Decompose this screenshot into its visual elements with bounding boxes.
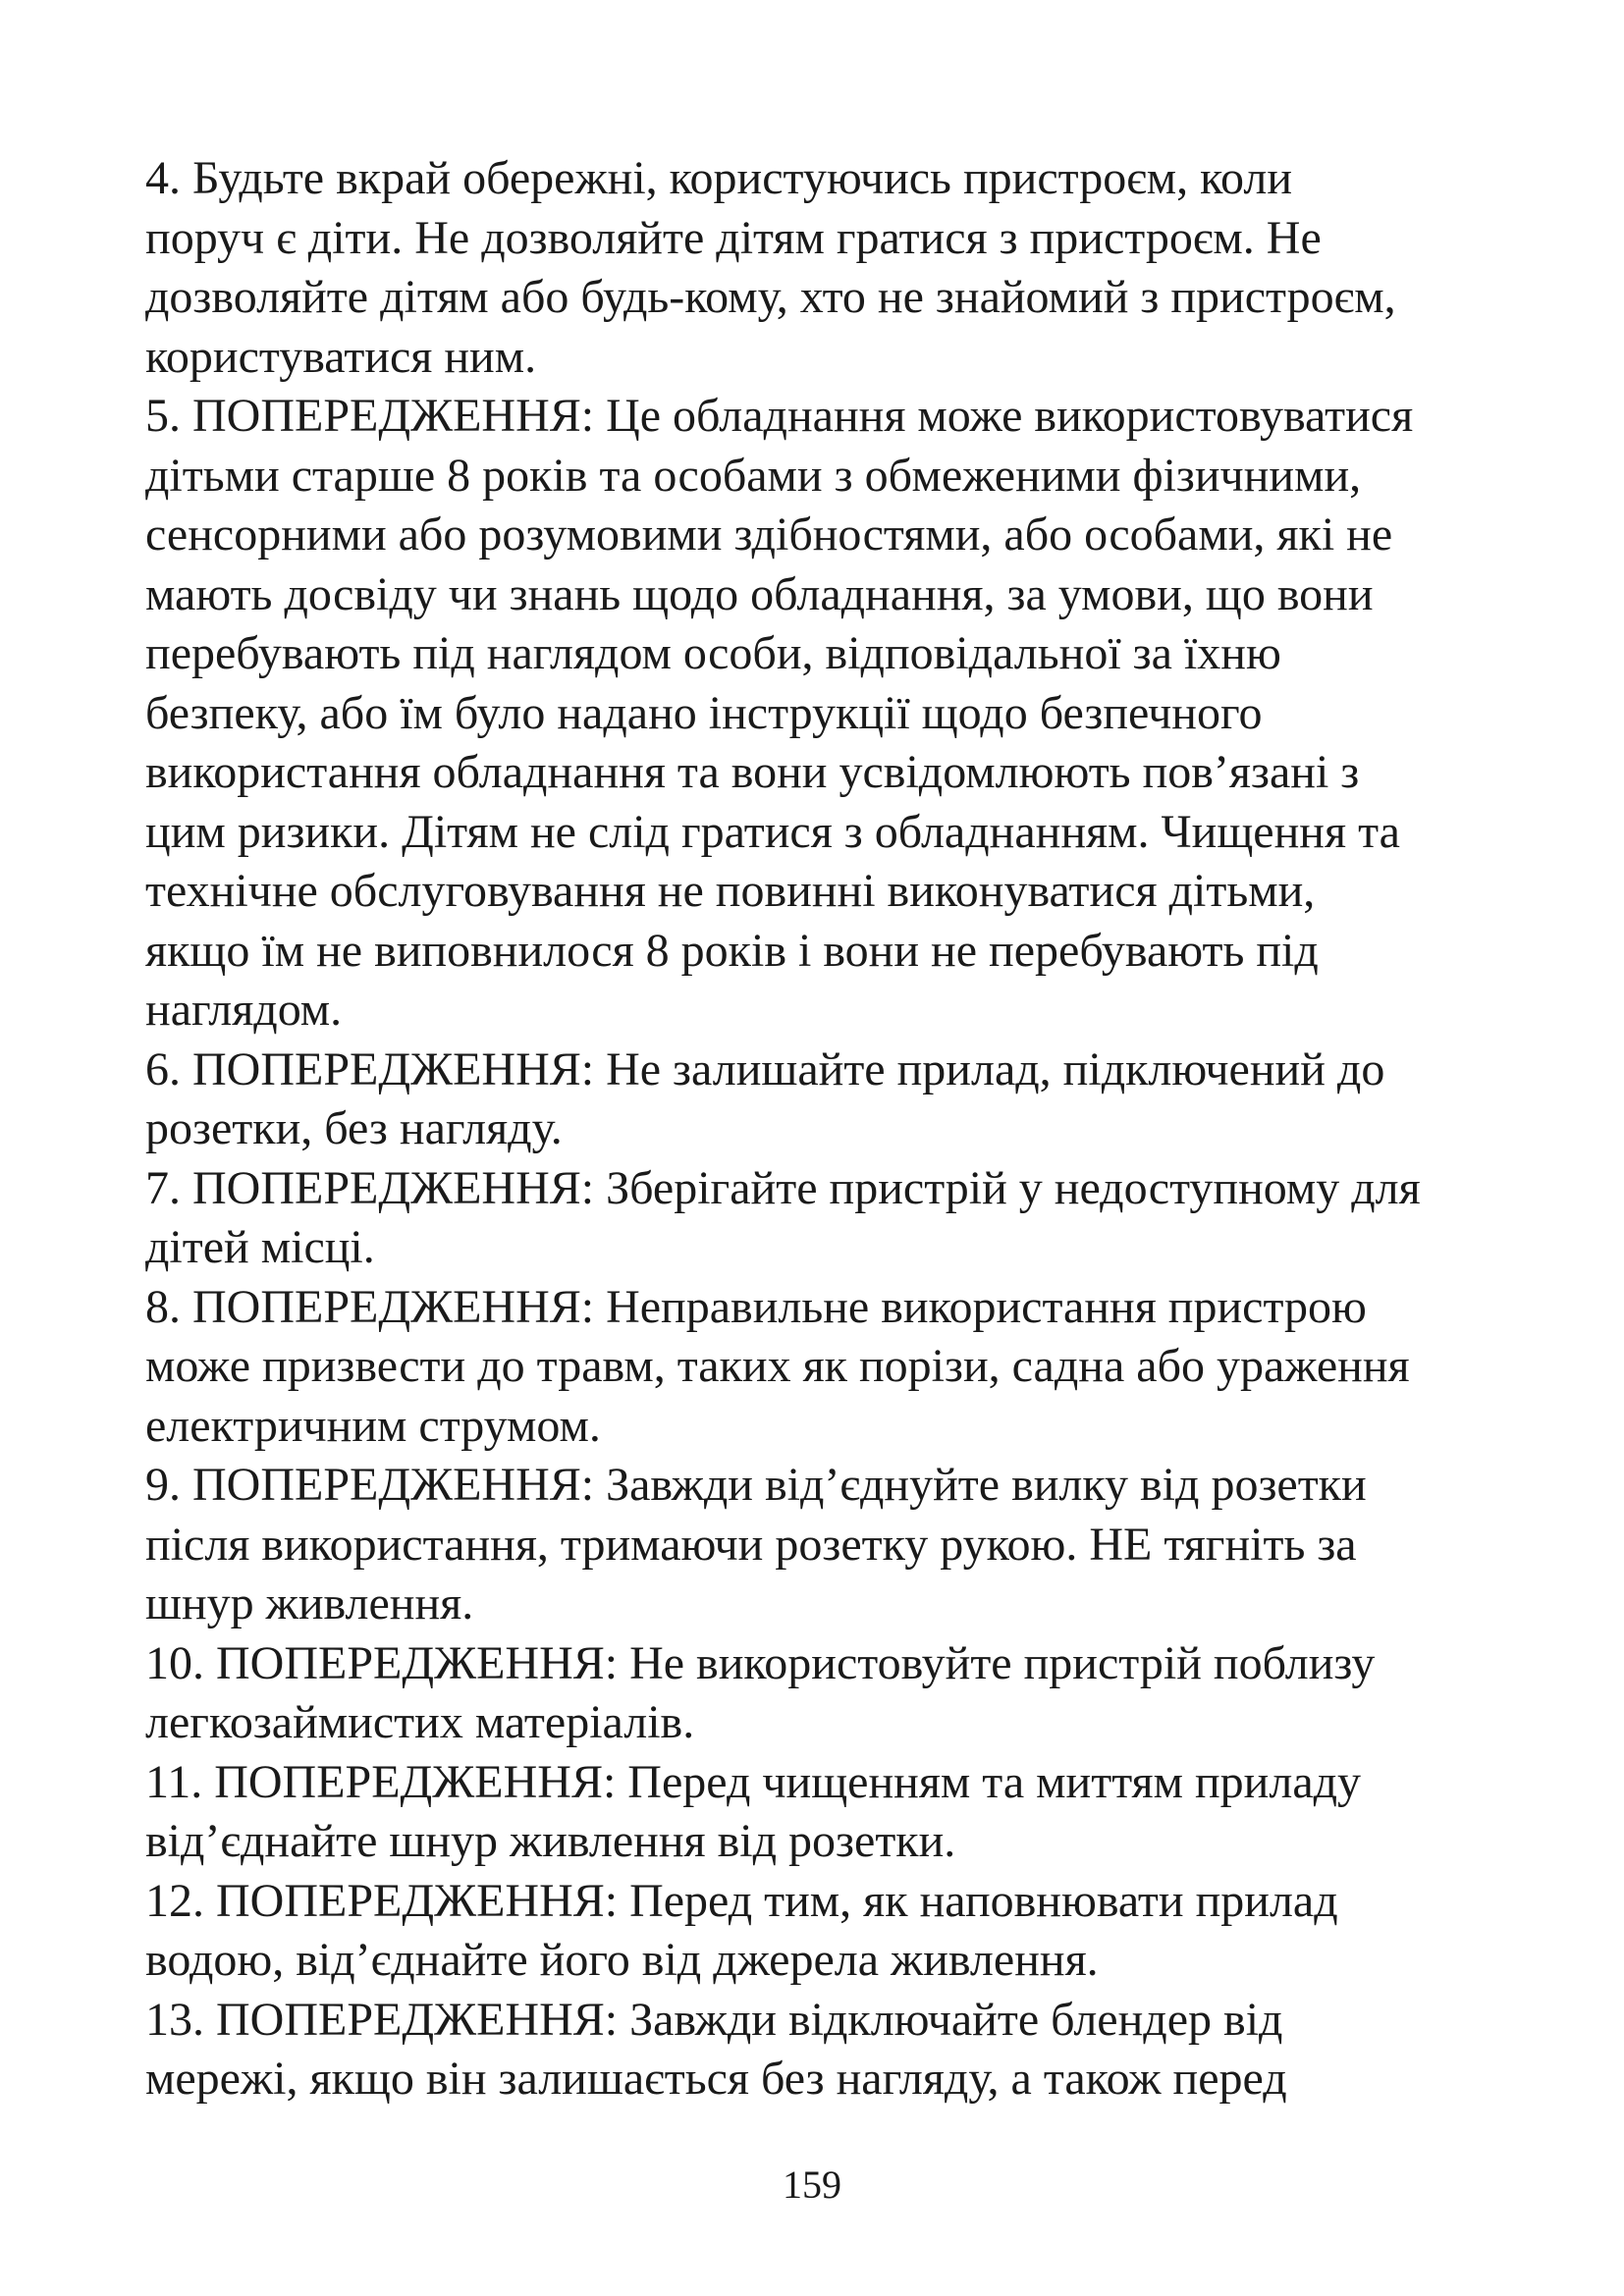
text-line: водою, від’єднайте його від джерела живлення. xyxy=(145,1934,1099,1986)
text-line: 10. ПОПЕРЕДЖЕННЯ: Не використовуйте пристрій поблизу xyxy=(145,1636,1376,1689)
text-line: мають досвіду чи знань щодо обладнання, за умови, що вони xyxy=(145,567,1374,620)
text-line: використання обладнання та вони усвідомлюють пов’язані з xyxy=(145,746,1360,798)
text-line: 8. ПОПЕРЕДЖЕННЯ: Неправильне використання пристрою xyxy=(145,1280,1367,1333)
text-line: цим ризики. Дітям не слід гратися з обладнанням. Чищення та xyxy=(145,805,1400,858)
text-line: наглядом. xyxy=(145,984,343,1036)
text-line: після використання, тримаючи розетку рукою. НЕ тягніть за xyxy=(145,1518,1357,1571)
text-line: поруч є діти. Не дозволяйте дітям гратися з пристроєм. Не xyxy=(145,211,1322,264)
text-line: користуватися ним. xyxy=(145,330,537,383)
text-line: 11. ПОПЕРЕДЖЕННЯ: Перед чищенням та миттям приладу xyxy=(145,1755,1362,1808)
text-line: 13. ПОПЕРЕДЖЕННЯ: Завжди відключайте блендер від xyxy=(145,1993,1283,2046)
text-line: дозволяйте дітям або будь-кому, хто не знайомий з пристроєм, xyxy=(145,271,1396,323)
text-line: дітей місці. xyxy=(145,1221,375,1273)
document-body xyxy=(145,149,1540,2109)
text-line: 12. ПОПЕРЕДЖЕННЯ: Перед тим, як наповнювати прилад xyxy=(145,1874,1338,1927)
text-line: 9. ПОПЕРЕДЖЕННЯ: Завжди від’єднуйте вилку від розетки xyxy=(145,1459,1367,1511)
text-line: 5. ПОПЕРЕДЖЕННЯ: Це обладнання може використовуватися xyxy=(145,390,1414,442)
text-line: може призвести до травм, таких як порізи, садна або ураження xyxy=(145,1340,1410,1392)
text-line: шнур живлення. xyxy=(145,1577,474,1629)
text-line: сенсорними або розумовими здібностями, або особами, які не xyxy=(145,508,1393,561)
text-line: 4. Будьте вкрай обережні, користуючись пристроєм, коли xyxy=(145,152,1293,204)
text-line: технічне обслуговування не повинні виконуватися дітьми, xyxy=(145,865,1316,917)
text-line: безпеку, або їм було надано інструкції щодо безпечного xyxy=(145,686,1263,739)
text-line: дітьми старше 8 років та особами з обмеженими фізичними, xyxy=(145,449,1362,502)
page-number: 159 xyxy=(783,2163,841,2207)
text-line: 7. ПОПЕРЕДЖЕННЯ: Зберігайте пристрій у недоступному для xyxy=(145,1161,1421,1214)
text-line: від’єднайте шнур живлення від розетки. xyxy=(145,1815,956,1867)
text-line: розетки, без нагляду. xyxy=(145,1102,563,1154)
text-line: 6. ПОПЕРЕДЖЕННЯ: Не залишайте прилад, підключений до xyxy=(145,1042,1385,1095)
text-line: якщо їм не виповнилося 8 років і вони не перебувають під xyxy=(145,924,1319,977)
text-line: електричним струмом. xyxy=(145,1399,601,1452)
text-line: легкозаймистих матеріалів. xyxy=(145,1696,695,1748)
text-line: перебувають під наглядом особи, відповідальної за їхню xyxy=(145,627,1281,679)
text-line: мережі, якщо він залишається без нагляду, а також перед xyxy=(145,2053,1287,2105)
